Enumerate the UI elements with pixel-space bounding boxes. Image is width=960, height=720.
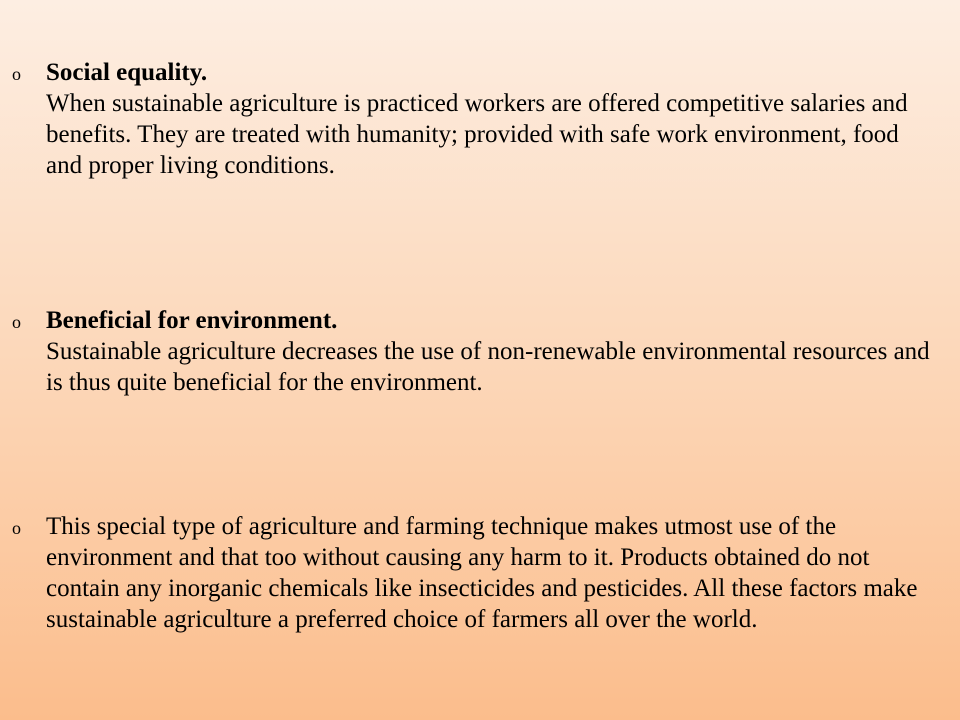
bullet-item-social-equality — [12, 57, 937, 181]
bullet-content — [46, 511, 937, 635]
bullet-content — [46, 305, 937, 398]
bullet-content — [46, 57, 937, 181]
bullet-marker: o — [12, 64, 21, 84]
bullet-item-beneficial-for-environment — [12, 305, 937, 398]
bullet-item-special-agriculture — [12, 511, 937, 635]
bullet-marker: o — [12, 518, 21, 538]
item-heading: Beneficial for environment. — [46, 307, 338, 334]
item-heading: Social equality. — [46, 59, 208, 86]
item-text: When sustainable agriculture is practiced workers are offered competitive salaries and benefits. They are treated with humanity; provided with safe work environment, food and proper living conditions. — [46, 90, 908, 179]
item-text: This special type of agriculture and farming technique makes utmost use of the environment and that too without causing any harm to it. Products obtained do not contain any inorganic chemicals like insecticides and pesticides. All these factors make sustainable agriculture a preferred choice of farmers all over the world. — [46, 513, 918, 633]
bullet-marker: o — [12, 312, 21, 332]
item-text: Sustainable agriculture decreases the use of non-renewable environmental resources and is thus quite beneficial for the environment. — [46, 338, 930, 396]
